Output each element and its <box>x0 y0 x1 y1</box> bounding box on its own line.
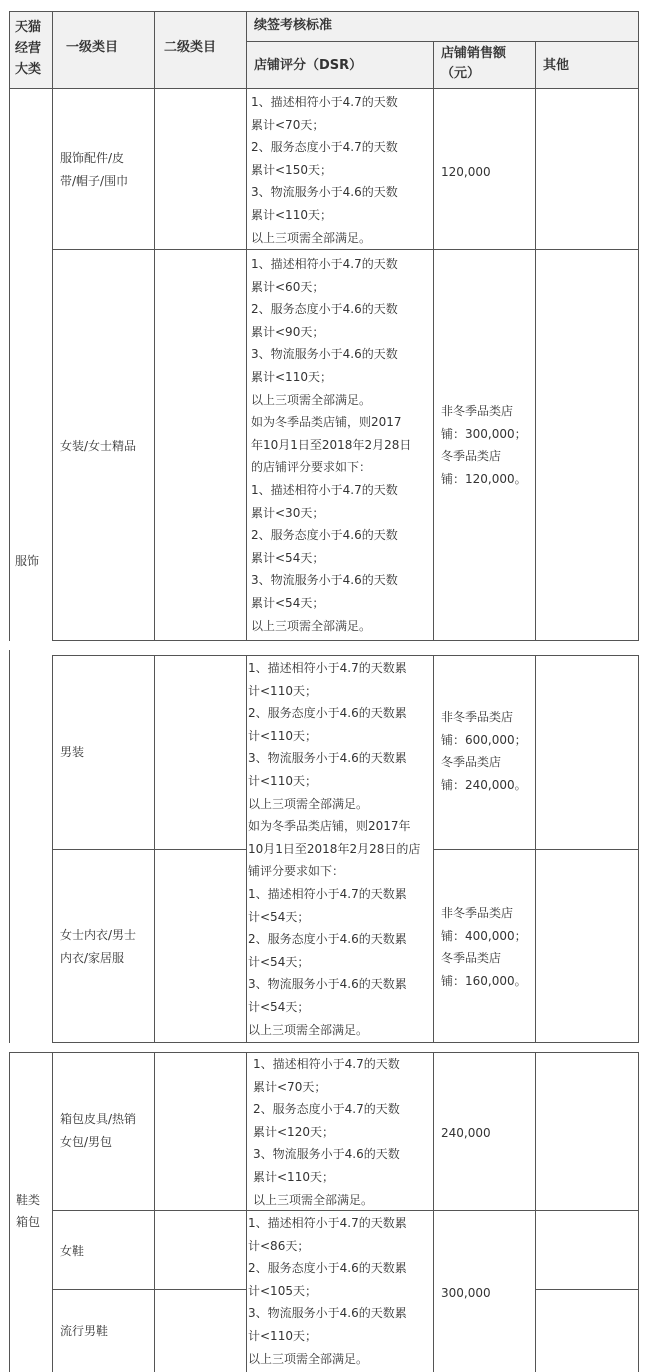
grid-line <box>535 1052 536 1372</box>
grid-line <box>535 41 536 641</box>
row-bags-level1: 箱包皮具/热销 女包/男包 <box>60 1112 137 1149</box>
grid-line <box>246 41 639 42</box>
row-womens-dsr: 1、描述相符小于4.7的天数 累计<60天； 2、服务态度小于4.6的天数 累计<90天； 3、物流服务小于4.6的天数 累计<110天； 以上三项需全部满足。 如为冬季品类店铺，则2017 年10月1日至2018年2月28日 的店铺评分要求如下： 1、描述相符小于4.7的天数 累计<30天； 2、服务态度小于4.6的天数 累计<54天； 3、物流服务小于4.6的天数 累计<54天； 以上三项需全部满足。 <box>251 257 412 633</box>
row-womens-level1: 女装/女士精品 <box>60 439 137 453</box>
row-bags-sales: 240,000 <box>441 1126 491 1140</box>
grid-line <box>52 1042 639 1043</box>
row-underwear-level1: 女士内衣/男士 内衣/家居服 <box>60 928 137 965</box>
grid-line <box>52 1289 246 1290</box>
grid-line <box>433 655 434 1043</box>
row-menswear-level1: 男装 <box>60 745 85 759</box>
grid-line <box>246 1052 247 1372</box>
row-accessories-dsr: 1、描述相符小于4.7的天数 累计<70天； 2、服务态度小于4.7的天数 累计<150天； 3、物流服务小于4.6的天数 累计<110天； 以上三项需全部满足。 <box>251 95 398 245</box>
row-womens-sales: 非冬季品类店 铺：300,000； 冬季品类店 铺：120,000。 <box>441 404 527 486</box>
shared-mens-dsr: 1、描述相符小于4.7的天数累 计<110天； 2、服务态度小于4.6的天数累 计<110天； 3、物流服务小于4.6的天数累 计<110天； 以上三项需全部满足。 如为冬季品类店铺，则2017年 10月1日至2018年2月28日的店 铺评分要求如下： 1、描述相符小于4.7的天数累 计<54天； 2、服务态度小于4.6的天数累 计<54天； 3、物流服务小于4.6的天数累 计<54天； 以上三项需全部满足。 <box>248 661 421 1037</box>
grid-line <box>52 849 246 850</box>
grid-line <box>52 655 53 1043</box>
row-accessories-level1: 服饰配件/皮 带/帽子/围巾 <box>60 151 129 188</box>
grid-line <box>9 1052 10 1372</box>
row-menswear-sales: 非冬季品类店 铺：600,000； 冬季品类店 铺：240,000。 <box>441 710 527 792</box>
grid-line <box>433 849 639 850</box>
grid-line <box>433 41 434 641</box>
shared-shoes-sales: 300,000 <box>441 1286 491 1300</box>
grid-line <box>52 1052 53 1372</box>
header-dsr: 店铺评分（DSR） <box>254 58 363 73</box>
grid-line <box>154 1052 155 1372</box>
grid-line <box>638 655 639 1043</box>
row-mens-shoes-level1: 流行男鞋 <box>60 1324 109 1338</box>
header-other: 其他 <box>543 58 570 73</box>
grid-line <box>535 655 536 1043</box>
grid-line <box>246 655 247 1043</box>
grid-line <box>638 11 639 641</box>
grid-line <box>154 655 155 1043</box>
grid-line <box>246 11 247 641</box>
row-accessories-sales: 120,000 <box>441 165 491 179</box>
grid-line <box>52 655 639 656</box>
row-bags-dsr: 1、描述相符小于4.7的天数 累计<70天； 2、服务态度小于4.7的天数 累计<120天； 3、物流服务小于4.6的天数 累计<110天； 以上三项需全部满足。 <box>253 1057 400 1207</box>
header-category: 天猫 经营 大类 <box>15 20 42 77</box>
group-shoes-bags: 鞋类 箱包 <box>16 1193 41 1229</box>
grid-line <box>9 650 10 1043</box>
group-apparel: 服饰 <box>15 554 40 568</box>
grid-line <box>638 1052 639 1372</box>
row-womens-shoes-level1: 女鞋 <box>60 1244 85 1258</box>
shared-shoes-dsr: 1、描述相符小于4.7的天数累 计<86天； 2、服务态度小于4.6的天数累 计<105天； 3、物流服务小于4.6的天数累 计<110天； 以上三项需全部满足。 <box>248 1216 407 1366</box>
row-underwear-sales: 非冬季品类店 铺：400,000； 冬季品类店 铺：160,000。 <box>441 906 527 988</box>
grid-line <box>52 640 639 641</box>
grid-line <box>52 11 53 641</box>
header-level2: 二级类目 <box>164 40 217 55</box>
grid-line <box>9 11 639 12</box>
header-level1: 一级类目 <box>66 40 119 55</box>
grid-line <box>535 1289 639 1290</box>
grid-line <box>154 11 155 641</box>
grid-line <box>9 88 639 89</box>
grid-line <box>433 1052 434 1372</box>
header-sales: 店铺销售额 （元） <box>441 46 507 81</box>
grid-line <box>9 11 10 641</box>
header-renewal: 续签考核标准 <box>254 18 333 33</box>
